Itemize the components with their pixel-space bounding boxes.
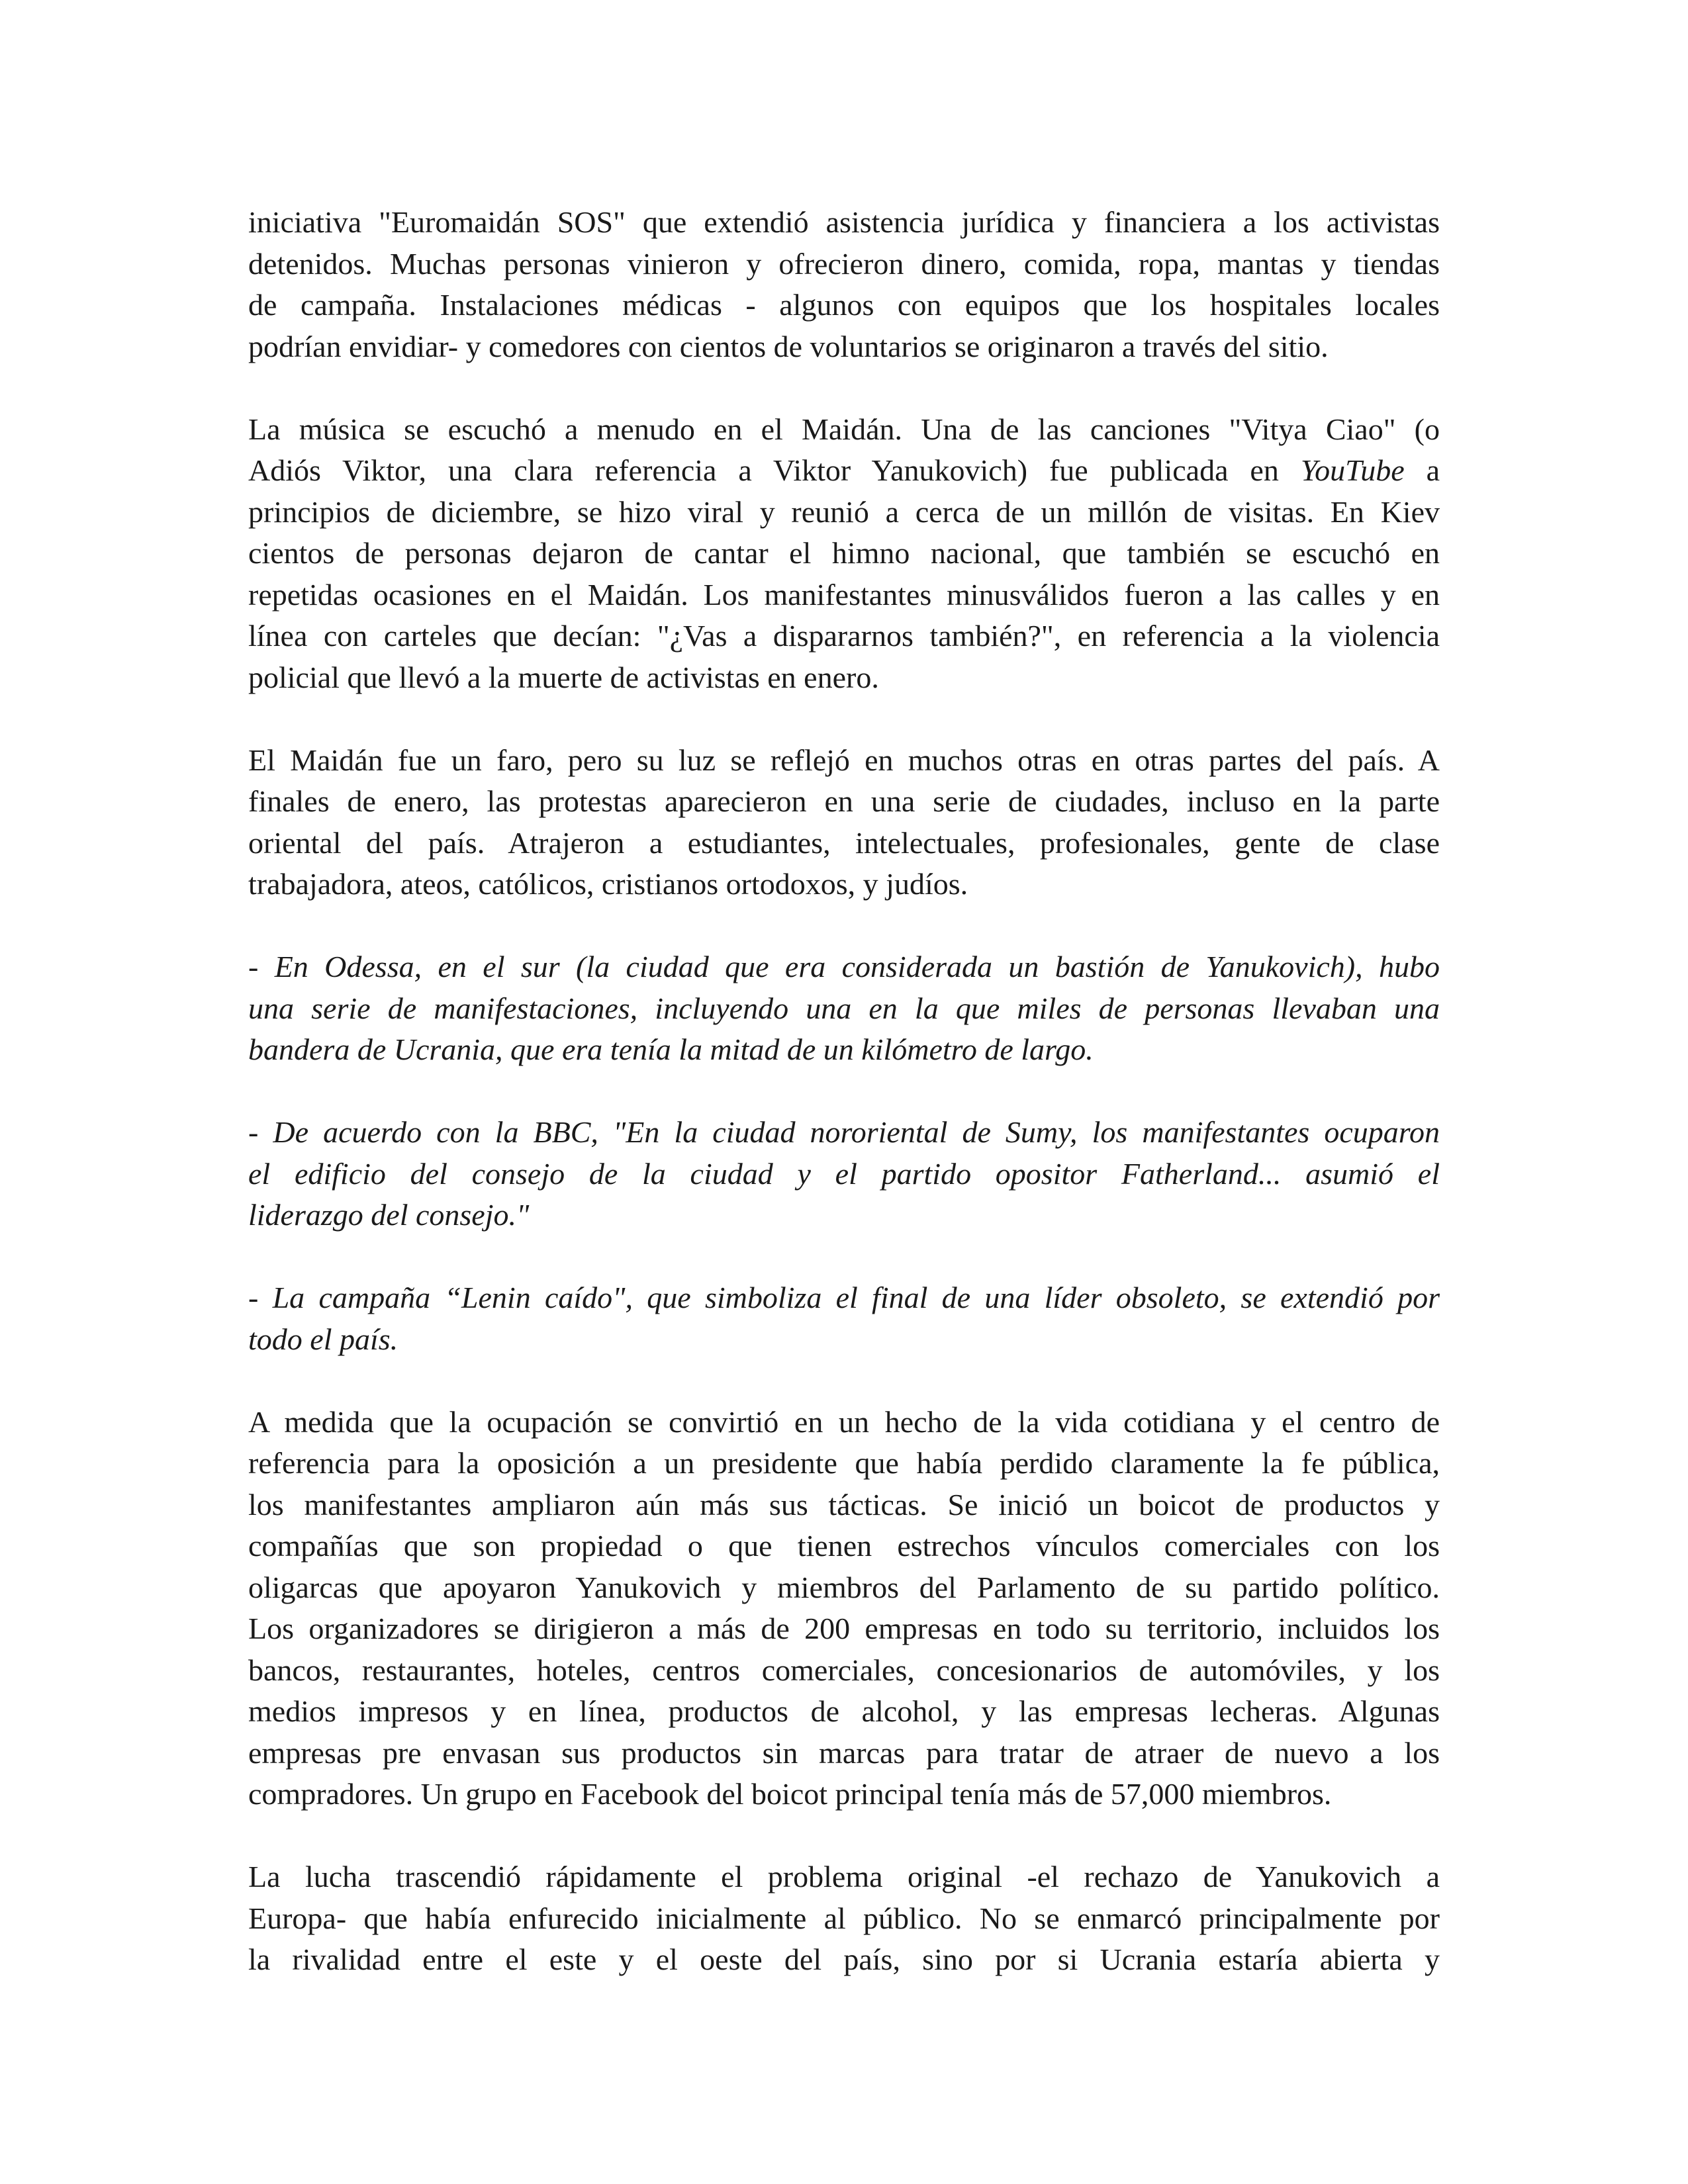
text-line: compañías que son propiedad o que tienen estrechos vínculos comerciales con los <box>248 1529 1440 1563</box>
text-line: cientos de personas dejaron de cantar el himno nacional, que también se escuchó en <box>248 536 1440 570</box>
text-line: - La campaña “Lenin caído", que simboliza el final de una líder obsoleto, se extendió por <box>248 1281 1440 1314</box>
text-line: medios impresos y en línea, productos de alcohol, y las empresas lecheras. Algunas <box>248 1694 1440 1728</box>
paragraph-struggle <box>248 1856 1440 1981</box>
text-line: repetidas ocasiones en el Maidán. Los manifestantes minusválidos fueron a las calles y en <box>248 577 1440 612</box>
text-line: bandera de Ucrania, que era tenía la mitad de un kilómetro de largo. <box>248 1032 1094 1066</box>
text-line: una serie de manifestaciones, incluyendo una en la que miles de personas llevaban una <box>248 991 1440 1025</box>
text-line: La música se escuchó a menudo en el Maidán. Una de las canciones "Vitya Ciao" (o <box>248 412 1440 446</box>
text-line: policial que llevó a la muerte de activistas en enero. <box>248 660 879 694</box>
text-line: principios de diciembre, se hizo viral y reunió a cerca de un millón de visitas. En Kiev <box>248 494 1440 529</box>
text-line: línea con carteles que decían: "¿Vas a dispararnos también?", en referencia a la violencia <box>248 619 1440 653</box>
text-line: los manifestantes ampliaron aún más sus tácticas. Se inició un boicot de productos y <box>248 1487 1440 1522</box>
text-segment: a <box>1426 453 1440 487</box>
text-line: todo el país. <box>248 1322 399 1356</box>
text-line: la rivalidad entre el este y el oeste del país, sino por si Ucrania estaría abierta y <box>248 1942 1440 1976</box>
text-line: empresas pre envasan sus productos sin marcas para tratar de atraer de nuevo a los <box>248 1735 1440 1770</box>
text-line: A medida que la ocupación se convirtió en un hecho de la vida cotidiana y el centro de <box>248 1404 1440 1439</box>
text-line: trabajadora, ateos, católicos, cristianos ortodoxos, y judíos. <box>248 867 968 901</box>
youtube-emphasis: YouTube <box>1300 453 1405 487</box>
paragraph-euromaidan-sos <box>248 202 1440 367</box>
text-line: oriental del país. Atrajeron a estudiantes, intelectuales, profesionales, gente de clase <box>248 825 1440 860</box>
text-line: Europa- que había enfurecido inicialmente al público. No se enmarcó principalmente por <box>248 1901 1440 1935</box>
text-line: finales de enero, las protestas aparecieron en una serie de ciudades, incluso en la parte <box>248 784 1440 818</box>
text-line: bancos, restaurantes, hoteles, centros comerciales, concesionarios de automóviles, y los <box>248 1653 1440 1687</box>
text-line: compradores. Un grupo en Facebook del boicot principal tenía más de 57,000 miembros. <box>248 1777 1332 1811</box>
text-line: Los organizadores se dirigieron a más de 200 empresas en todo su territorio, incluidos los <box>248 1612 1440 1645</box>
text-line: liderazgo del consejo." <box>248 1198 530 1232</box>
paragraph-maidan-beacon <box>248 740 1440 905</box>
text-line: El Maidán fue un faro, pero su luz se reflejó en muchos otras en otras partes del país. A <box>248 743 1440 777</box>
text-line: oligarcas que apoyaron Yanukovich y miembros del Parlamento de su partido político. <box>248 1570 1440 1604</box>
bullet-lenin-caido <box>248 1277 1440 1360</box>
text-line: detenidos. Muchas personas vinieron y ofrecieron dinero, comida, ropa, mantas y tiendas <box>248 246 1440 281</box>
paragraph-boycott <box>248 1402 1440 1815</box>
text-segment: Adiós Viktor, una clara referencia a Viktor Yanukovich) fue publicada en <box>248 453 1279 487</box>
text-line: La lucha trascendió rápidamente el problema original -el rechazo de Yanukovich a <box>248 1860 1440 1893</box>
text-column <box>248 202 1440 2022</box>
bullet-odessa <box>248 946 1440 1071</box>
bullet-bbc-sumy <box>248 1112 1440 1236</box>
text-line: el edificio del consejo de la ciudad y el partido opositor Fatherland... asumió el <box>248 1156 1440 1191</box>
text-line: - En Odessa, en el sur (la ciudad que era considerada un bastión de Yanukovich), hubo <box>248 950 1440 983</box>
text-line: referencia para la oposición a un presidente que había perdido claramente la fe pública, <box>248 1446 1440 1480</box>
text-line: iniciativa "Euromaidán SOS" que extendió asistencia jurídica y financiera a los activistas <box>248 205 1440 239</box>
paragraph-music-maidan <box>248 409 1440 699</box>
text-line: podrían envidiar- y comedores con cientos de voluntarios se originaron a través del sitio. <box>248 329 1329 363</box>
text-line: - De acuerdo con la BBC, "En la ciudad nororiental de Sumy, los manifestantes ocuparon <box>248 1115 1440 1149</box>
text-line: de campaña. Instalaciones médicas - algunos con equipos que los hospitales locales <box>248 288 1440 322</box>
text-line-with-emphasis <box>248 450 1440 492</box>
